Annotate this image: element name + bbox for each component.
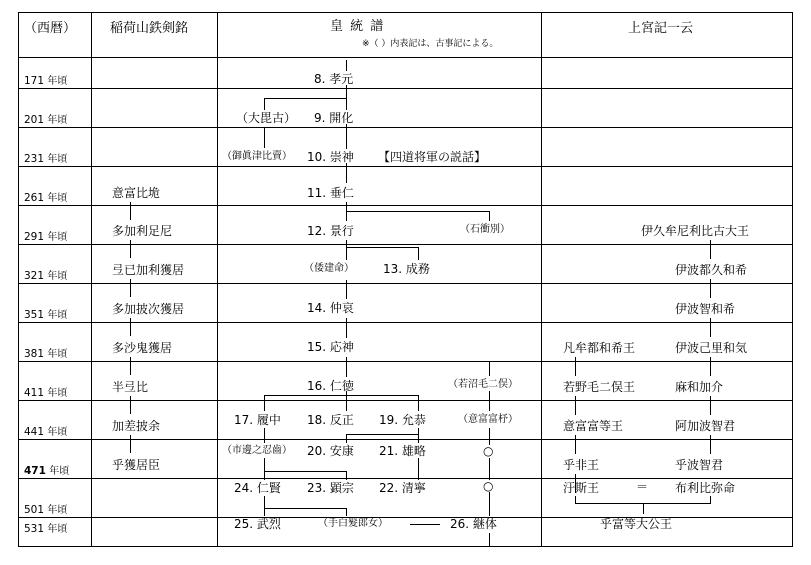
emperor-name: 11. 垂仁	[307, 186, 354, 200]
year-label: 261 年頃	[24, 192, 68, 204]
inariyama-name: 多加披次獲居	[112, 302, 185, 316]
emperor-name: 15. 応神	[307, 340, 354, 354]
kojiki-name: （石衝別）	[460, 224, 510, 235]
emperor-name: 9. 開化	[314, 111, 354, 125]
kojiki-name: （意富富杼）	[458, 414, 518, 425]
year-label: 501 年頃	[24, 504, 68, 516]
year-label: 201 年頃	[24, 114, 68, 126]
kojiki-name: （御眞津比賣）	[222, 151, 292, 162]
emperor-name: 18. 反正	[307, 413, 354, 427]
year-label: 381 年頃	[24, 348, 68, 360]
emperor-name: 23. 顕宗	[307, 481, 354, 495]
kojiki-name: （若沼毛二俣）	[448, 379, 518, 390]
kojiki-name: （手白髮郎女）	[318, 518, 388, 529]
jogu-name: 乎非王	[563, 458, 600, 472]
emperor-name: 26. 継体	[450, 517, 497, 531]
year-label: 291 年頃	[24, 231, 68, 243]
jogu-name: 伊久牟尼利比古大王	[641, 224, 750, 238]
year-label: 171 年頃	[24, 75, 68, 87]
year-label: 351 年頃	[24, 309, 68, 321]
inariyama-name: 多加利足尼	[112, 224, 173, 238]
inariyama-name: 多沙鬼獲居	[112, 341, 173, 355]
branch-line	[265, 509, 347, 517]
kojiki-name: （市邊之忍齒）	[222, 445, 292, 456]
year-label: 441 年頃	[24, 426, 68, 438]
jogu-name: 麻和加介	[675, 380, 724, 394]
kojiki-name: （大毘古）	[236, 111, 297, 125]
jogu-column-header: 上宮記一云	[628, 21, 694, 36]
legend-note: 【四道将軍の説話】	[378, 150, 487, 164]
inariyama-name: 乎獲居臣	[112, 458, 161, 472]
jogu-name: 乎富等大公王	[600, 517, 673, 531]
inariyama-name: 半弖比	[112, 380, 149, 394]
emperor-name: 16. 仁徳	[307, 379, 354, 393]
emperor-name: 25. 武烈	[234, 517, 281, 531]
year-label: 471 年頃	[24, 465, 70, 477]
inariyama-column-header: 稲荷山鉄剣銘	[110, 21, 189, 36]
emperor-name: 13. 成務	[383, 262, 430, 276]
kojiki-name: （倭建命）	[304, 263, 354, 274]
emperor-name: 17. 履中	[234, 413, 281, 427]
emperor-name: 10. 崇神	[307, 150, 354, 164]
jogu-name: 凡牟都和希王	[563, 341, 636, 355]
emperor-name: 19. 允恭	[379, 413, 426, 427]
branch-line	[347, 362, 490, 377]
branch-line	[576, 496, 711, 504]
emperor-name: 20. 安康	[307, 444, 354, 458]
year-label: 231 年頃	[24, 153, 68, 165]
branch-line	[347, 212, 490, 222]
branch-line	[265, 396, 419, 412]
emperor-name: 22. 清寧	[379, 481, 426, 495]
jogu-name: 乎波智君	[675, 458, 724, 472]
emperor-name: 14. 仲哀	[307, 301, 354, 315]
unknown-generation-mark: ○	[483, 444, 494, 458]
marriage-sign: ＝	[636, 480, 649, 494]
year-label: 321 年頃	[24, 270, 68, 282]
emperor-name: 24. 仁賢	[234, 481, 281, 495]
jogu-name: 意富富等王	[563, 419, 624, 433]
jogu-name: 阿加波智君	[675, 419, 736, 433]
year-column-header: （西暦）	[24, 21, 77, 36]
inariyama-name: 加差披余	[112, 419, 161, 433]
unknown-generation-mark: ○	[483, 479, 494, 493]
imperial-column-note: ※（ ）内表記は、古事記による。	[362, 39, 499, 49]
jogu-name: 布利比弥命	[675, 481, 736, 495]
emperor-name: 8. 孝元	[314, 72, 354, 86]
imperial-column-header: 皇 統 譜	[330, 19, 385, 34]
branch-line	[347, 435, 419, 444]
jogu-name: 伊波都久和希	[675, 263, 748, 277]
emperor-name: 12. 景行	[307, 224, 354, 238]
jogu-name: 汙斯王	[563, 481, 600, 495]
jogu-name: 伊波智和希	[675, 302, 736, 316]
inariyama-name: 意富比垝	[112, 186, 161, 200]
branch-line	[265, 99, 347, 111]
emperor-name: 21. 雄略	[379, 444, 426, 458]
year-label: 411 年頃	[24, 387, 68, 399]
inariyama-name: 弖已加利獲居	[112, 263, 185, 277]
jogu-name: 若野毛二俣王	[563, 380, 636, 394]
year-label: 531 年頃	[24, 523, 68, 535]
branch-line	[347, 248, 419, 261]
jogu-name: 伊波己里和気	[675, 341, 748, 355]
